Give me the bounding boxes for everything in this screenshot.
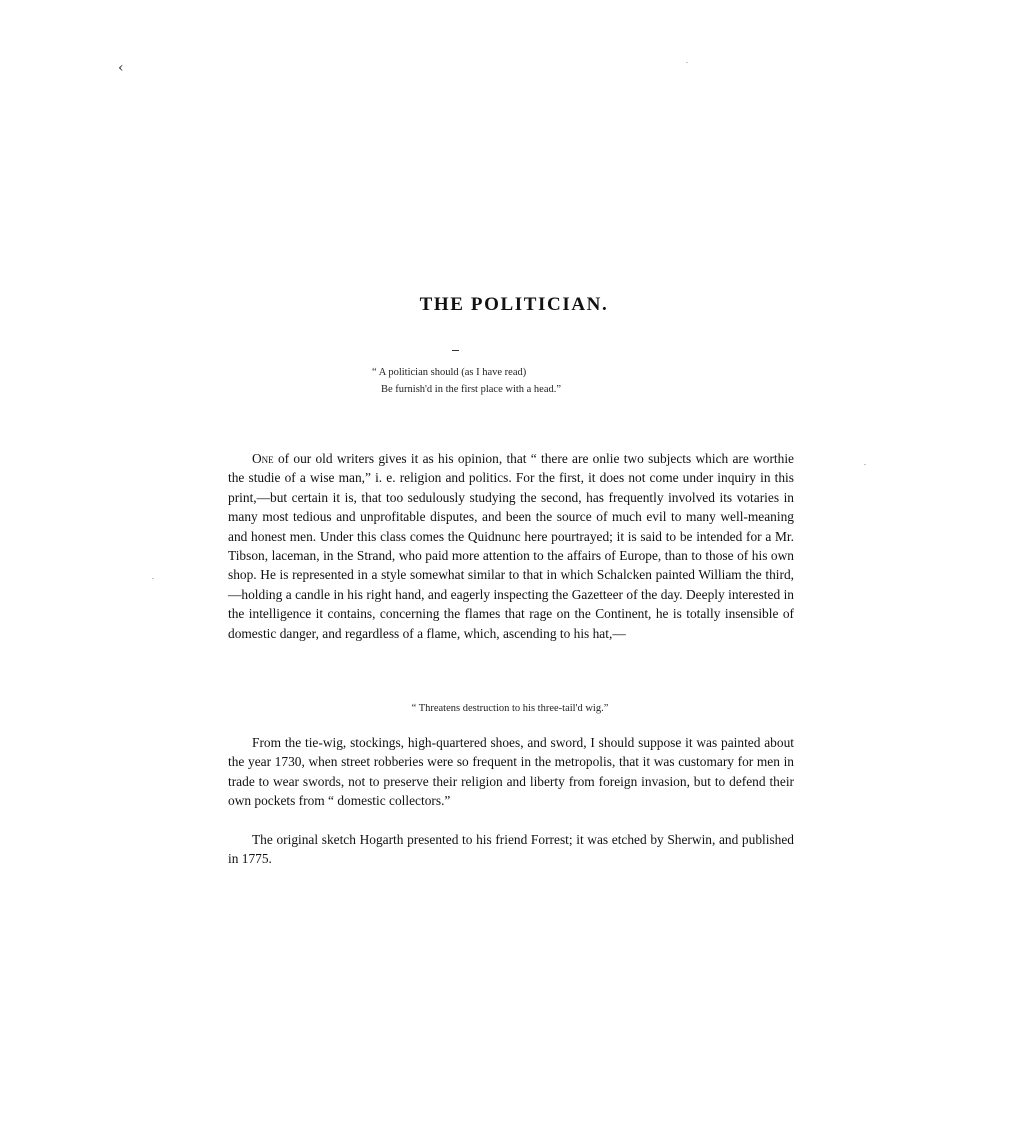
epigraph-line-1: “ A politician should (as I have read): [372, 367, 527, 378]
epigraph: [372, 364, 561, 398]
scan-speck: ·: [864, 462, 866, 469]
paragraph-1: [228, 449, 794, 643]
paragraph-1-text: of our old writers gives it as his opinion, that “ there are onlie two subjects which are worthie the studie of a wise man,” i. e. religion and politics. For the first, it does not come under inquiry in this print,—but certain it is, that too sedulously studying the second, has frequently involved its votaries in many most tedious and unprofitable disputes, and been the source of much evil to many well-meaning and honest men. Under this class comes the Quidnunc here pourtrayed; it is said to be intended for a Mr. Tibson, laceman, in the Strand, who paid more attention to the affairs of Europe, than to those of his own shop. He is represented in a style somewhat similar to that in which Schalcken painted William the third,—holding a candle in his right hand, and eagerly inspecting the Gazetteer of the day. Deeply interested in the intelligence it contains, concerning the flames that rage on the Continent, he is totally insensible of domestic danger, and regardless of a flame, which, ascending to his hat,—: [228, 451, 794, 641]
title-rule: [452, 350, 459, 351]
scan-mark: ‹: [118, 60, 124, 76]
epigraph-line-2: Be furnish'd in the first place with a head.”: [381, 384, 562, 395]
paragraph-2: From the tie-wig, stockings, high-quartered shoes, and sword, I should suppose it was painted about the year 1730, when street robberies were so frequent in the metropolis, that it was customary for men in trade to wear swords, not to preserve their religion and liberty from foreign invasion, but to defend their own pockets from “ domestic collectors.”: [228, 735, 794, 809]
paragraph-1-lead-word: One: [252, 451, 274, 466]
scan-speck: ·: [686, 60, 688, 67]
scan-speck: ·: [152, 576, 154, 583]
inline-quote: “ Threatens destruction to his three-tail'd wig.”: [411, 703, 609, 714]
paragraph-3: The original sketch Hogarth presented to his friend Forrest; it was etched by Sherwin, and published in 1775.: [228, 832, 794, 867]
page-title: THE POLITICIAN.: [419, 294, 609, 315]
